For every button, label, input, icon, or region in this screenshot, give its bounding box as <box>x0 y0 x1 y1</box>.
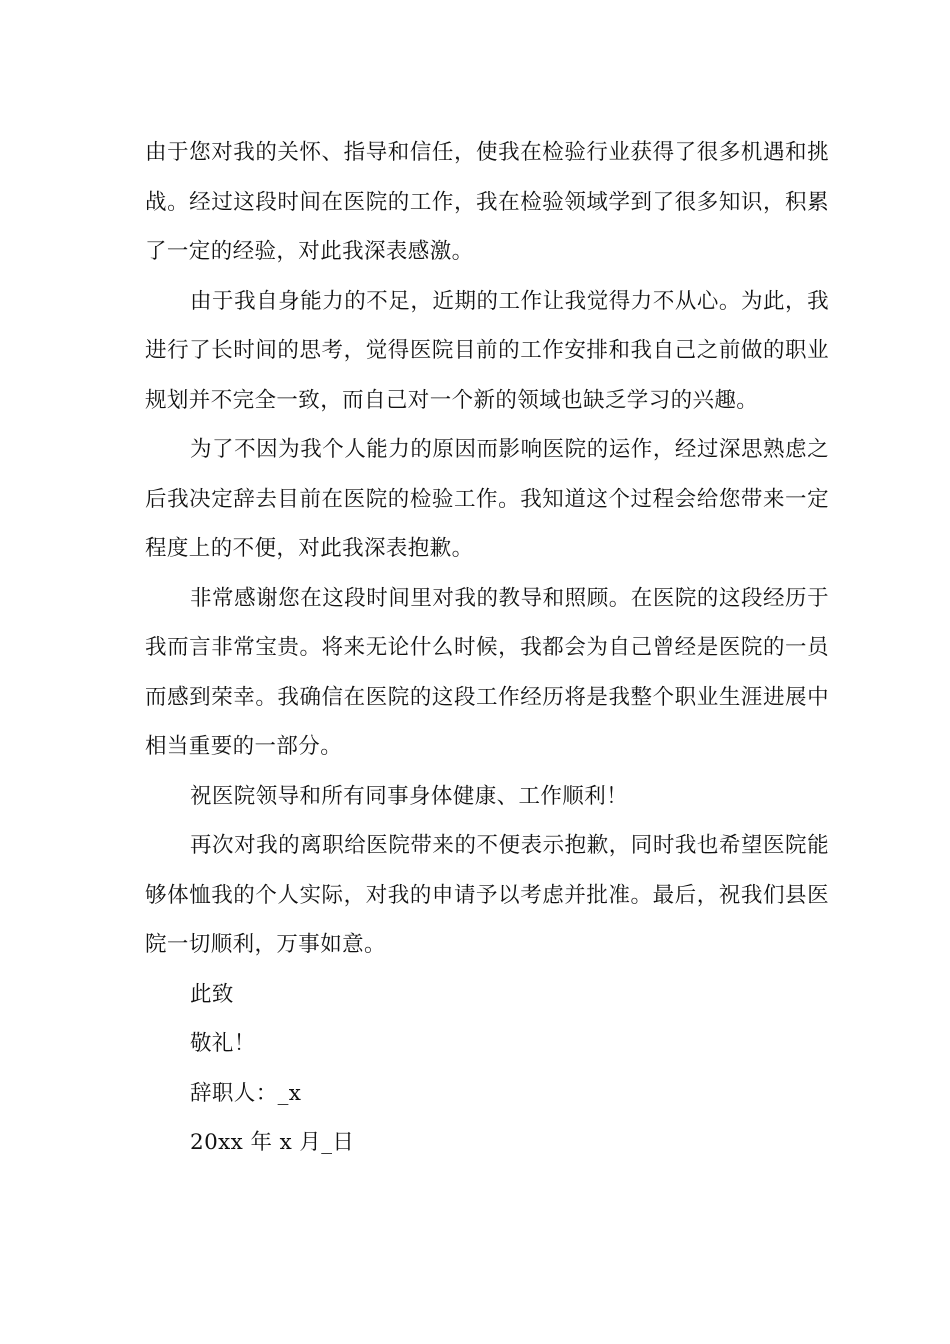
paragraph-1: 由于您对我的关怀、指导和信任，使我在检验行业获得了很多机遇和挑战。经过这段时间在医院的工作，我在检验领域学到了很多知识，积累了一定的经验，对此我深表感激。 <box>145 140 829 264</box>
date-line: 20xx 年 x 月_日 <box>190 1130 355 1155</box>
closing-regards: 敬礼！ <box>190 1031 256 1056</box>
paragraph-4: 非常感谢您在这段时间里对我的教导和照顾。在医院的这段经历于我而言非常宝贵。将来无论什么时候，我都会为自己曾经是医院的一员而感到荣幸。我确信在医院的这段工作经历将是我整个职业生涯进展中相当重要的一部分。 <box>145 585 829 759</box>
paragraph-5: 祝医院领导和所有同事身体健康、工作顺利！ <box>190 783 629 809</box>
letter-body <box>145 128 829 1168</box>
paragraph-6: 再次对我的离职给医院带来的不便表示抱歉，同时我也希望医院能够体恤我的个人实际，对我的申请予以考虑并批准。最后，祝我们县医院一切顺利，万事如意。 <box>145 833 829 957</box>
closing-salutation: 此致 <box>190 981 234 1007</box>
signer-line: 辞职人：_x <box>190 1080 302 1106</box>
paragraph-2: 由于我自身能力的不足，近期的工作让我觉得力不从心。为此，我进行了长时间的思考，觉得医院目前的工作安排和我自己之前做的职业规划并不完全一致，而自己对一个新的领域也缺乏学习的兴趣。 <box>145 288 829 413</box>
paragraph-3: 为了不因为我个人能力的原因而影响医院的运作，经过深思熟虑之后我决定辞去目前在医院的检验工作。我知道这个过程会给您带来一定程度上的不便，对此我深表抱歉。 <box>145 437 829 561</box>
